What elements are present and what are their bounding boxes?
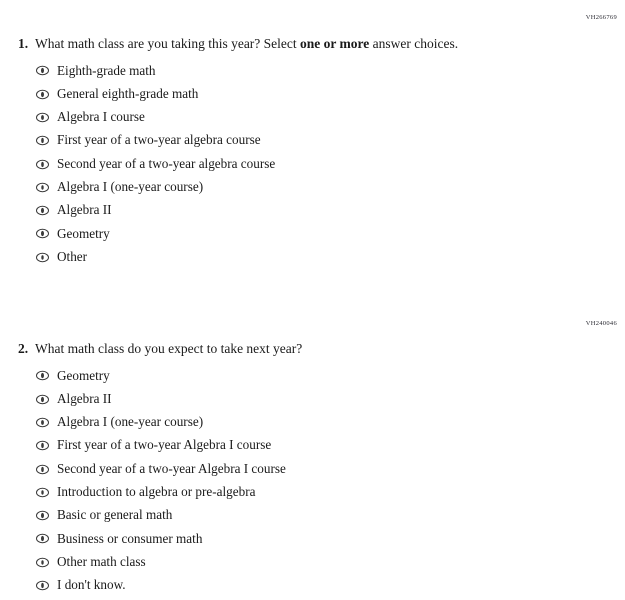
radio-button-icon[interactable] (36, 532, 49, 545)
question-1-text-part1: What math class are you taking this year? Select (35, 36, 301, 51)
option-label: Introduction to algebra or pre-algebra (57, 484, 256, 500)
option-label: First year of a two-year algebra course (57, 132, 261, 148)
radio-button-icon[interactable] (36, 439, 49, 452)
option-row[interactable] (36, 106, 625, 129)
radio-button-icon[interactable] (36, 369, 49, 382)
option-label: Basic or general math (57, 507, 173, 523)
radio-button-icon[interactable] (36, 158, 49, 171)
option-label: Geometry (57, 225, 110, 241)
radio-button-icon[interactable] (36, 393, 49, 406)
radio-button-icon[interactable] (36, 579, 49, 592)
question-2-number: 2. (18, 341, 29, 356)
question-1-number: 1. (18, 36, 29, 51)
option-row[interactable] (36, 411, 625, 434)
option-label: Algebra I (one-year course) (57, 179, 204, 195)
option-label: First year of a two-year Algebra I course (57, 437, 272, 453)
radio-button-icon[interactable] (36, 111, 49, 124)
option-row[interactable] (36, 199, 625, 222)
radio-button-icon[interactable] (36, 181, 49, 194)
option-label: Second year of a two-year Algebra I course (57, 460, 286, 476)
question-2-stem (0, 341, 625, 357)
option-label: Geometry (57, 367, 110, 383)
question-2-text (35, 341, 302, 357)
radio-button-icon[interactable] (36, 204, 49, 217)
option-row[interactable] (36, 246, 625, 269)
radio-button-icon[interactable] (36, 486, 49, 499)
item-id-q1: VH266769 (585, 14, 617, 21)
option-row[interactable] (36, 129, 625, 152)
option-row[interactable] (36, 176, 625, 199)
option-label: General eighth-grade math (57, 85, 199, 101)
option-row[interactable] (36, 551, 625, 574)
option-label: I don't know. (57, 577, 126, 593)
option-label: Other math class (57, 553, 146, 569)
option-row[interactable] (36, 59, 625, 82)
option-row[interactable] (36, 387, 625, 410)
radio-button-icon[interactable] (36, 227, 49, 240)
option-row[interactable] (36, 481, 625, 504)
radio-button-icon[interactable] (36, 509, 49, 522)
question-block-1 (0, 36, 625, 269)
option-label: Algebra I course (57, 109, 145, 125)
radio-button-icon[interactable] (36, 64, 49, 77)
option-row[interactable] (36, 457, 625, 480)
question-1-text-bold: one or more (300, 36, 370, 51)
option-label: Second year of a two-year algebra course (57, 155, 276, 171)
radio-button-icon[interactable] (36, 416, 49, 429)
item-id-q2: VH240046 (585, 320, 617, 327)
option-row[interactable] (36, 574, 625, 597)
question-1-text (35, 36, 458, 52)
radio-button-icon[interactable] (36, 134, 49, 147)
option-row[interactable] (36, 434, 625, 457)
option-label: Eighth-grade math (57, 62, 156, 78)
radio-button-icon[interactable] (36, 463, 49, 476)
question-block-2 (0, 341, 625, 597)
option-row[interactable] (36, 82, 625, 105)
question-1-options (0, 59, 625, 269)
option-row[interactable] (36, 364, 625, 387)
option-label: Algebra II (57, 202, 112, 218)
option-row[interactable] (36, 504, 625, 527)
question-1-text-part2: answer choices. (369, 36, 459, 51)
question-2-options (0, 364, 625, 597)
question-2-text-part1: What math class do you expect to take next year? (35, 341, 303, 356)
radio-button-icon[interactable] (36, 251, 49, 264)
question-1-stem (0, 36, 625, 52)
option-label: Algebra II (57, 390, 112, 406)
option-label: Business or consumer math (57, 530, 203, 546)
option-row[interactable] (36, 152, 625, 175)
radio-button-icon[interactable] (36, 88, 49, 101)
option-label: Other (57, 248, 88, 264)
option-row[interactable] (36, 222, 625, 245)
option-row[interactable] (36, 527, 625, 550)
option-label: Algebra I (one-year course) (57, 414, 204, 430)
radio-button-icon[interactable] (36, 556, 49, 569)
